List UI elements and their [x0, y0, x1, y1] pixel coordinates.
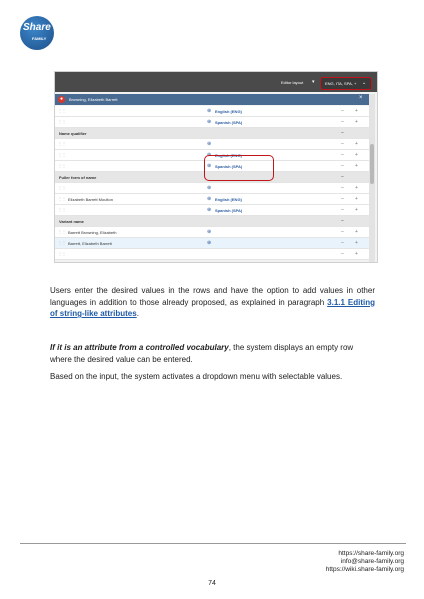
add-row-icon[interactable]: + [355, 196, 358, 202]
table-row[interactable] [55, 139, 369, 150]
add-row-icon[interactable]: + [355, 108, 358, 114]
table-row[interactable] [55, 227, 369, 238]
drag-handle-icon[interactable]: ⋮⋮ [58, 185, 66, 190]
collapse-icon[interactable]: – [341, 174, 344, 180]
remove-row-icon[interactable]: – [341, 240, 344, 246]
drag-handle-icon[interactable]: ⋮⋮ [58, 119, 66, 124]
chevron-down-icon[interactable]: ▾ [312, 79, 315, 85]
add-row-icon[interactable]: + [355, 240, 358, 246]
globe-icon[interactable]: ⊕ [207, 229, 212, 235]
drag-handle-icon[interactable]: ⋮⋮ [58, 251, 66, 256]
row-language[interactable]: English (ENG) [215, 153, 242, 158]
globe-icon[interactable]: ⊕ [207, 108, 212, 114]
scrollbar[interactable] [369, 94, 375, 262]
row-language[interactable]: English (ENG) [215, 197, 242, 202]
row-value[interactable]: Barrett Browning, Elizabeth [68, 230, 117, 235]
paragraph-dropdown: Based on the input, the system activates a dropdown menu with selectable values. [50, 372, 343, 381]
remove-row-icon[interactable]: – [341, 108, 344, 114]
globe-icon[interactable]: ⊕ [207, 240, 212, 246]
drag-handle-icon[interactable]: ⋮⋮ [58, 240, 66, 245]
globe-icon[interactable]: ⊕ [207, 207, 212, 213]
highlight-ring [204, 155, 274, 181]
paragraph-cv-text: , the system displays an empty row where the desired value can be entered. [50, 343, 354, 364]
emphasis-text: If it is an attribute from a controlled vocabulary [50, 343, 229, 352]
remove-row-icon[interactable]: – [341, 163, 344, 169]
row-language[interactable]: English (ENG) [215, 109, 242, 114]
logo-subtext: FAMILY [32, 36, 47, 41]
remove-row-icon[interactable]: – [341, 185, 344, 191]
section-link[interactable]: 3.1.1 Editing of string-like attributes [50, 297, 375, 318]
row-language[interactable]: Spanish (SPA) [215, 208, 243, 213]
section-label: Fuller form of name [59, 175, 97, 180]
table-row[interactable] [55, 249, 369, 260]
drag-handle-icon[interactable]: ⋮⋮ [58, 108, 66, 113]
scrollbar-thumb[interactable] [370, 144, 374, 184]
table-row[interactable] [55, 205, 369, 216]
globe-icon[interactable]: ⊕ [207, 163, 212, 169]
language-selector[interactable] [320, 77, 372, 90]
paragraph-intro-end: . [136, 309, 139, 318]
table-row[interactable] [55, 238, 369, 249]
section-label: Variant name [59, 219, 84, 224]
record-icon: ● [59, 96, 64, 102]
drag-handle-icon[interactable]: ⋮⋮ [58, 163, 66, 168]
share-family-logo [20, 16, 54, 50]
paragraph-intro [50, 285, 375, 320]
globe-icon[interactable]: ⊕ [207, 141, 212, 147]
drag-handle-icon[interactable]: ⋮⋮ [58, 152, 66, 157]
row-language[interactable]: Spanish (SPA) [215, 120, 243, 125]
add-row-icon[interactable]: + [355, 185, 358, 191]
close-icon[interactable]: × [359, 95, 363, 101]
table-row[interactable] [55, 117, 369, 128]
collapse-icon[interactable]: – [341, 218, 344, 224]
drag-handle-icon[interactable]: ⋮⋮ [58, 229, 66, 234]
add-row-icon[interactable]: + [355, 229, 358, 235]
drag-handle-icon[interactable]: ⋮⋮ [58, 141, 66, 146]
attribute-grid [55, 106, 369, 260]
section-label: Name qualifier [59, 131, 87, 136]
section-header [55, 128, 369, 139]
remove-row-icon[interactable]: – [341, 152, 344, 158]
drag-handle-icon[interactable]: ⋮⋮ [58, 196, 66, 201]
add-row-icon[interactable]: + [355, 207, 358, 213]
remove-row-icon[interactable]: – [341, 229, 344, 235]
editor-top-bar [55, 72, 377, 92]
record-title: Browning, Elizabeth Barrett [69, 97, 118, 102]
add-row-icon[interactable]: + [355, 152, 358, 158]
footer-wiki[interactable]: https://wiki.share-family.org [325, 566, 404, 573]
globe-icon[interactable]: ⊕ [207, 196, 212, 202]
remove-row-icon[interactable]: – [341, 207, 344, 213]
section-header [55, 216, 369, 227]
table-row[interactable] [55, 194, 369, 205]
remove-row-icon[interactable]: – [341, 119, 344, 125]
add-row-icon[interactable]: + [355, 163, 358, 169]
globe-icon[interactable]: ⊕ [207, 185, 212, 191]
remove-row-icon[interactable]: – [341, 141, 344, 147]
globe-icon[interactable]: ⊕ [207, 152, 212, 158]
logo-text: Share [23, 22, 51, 33]
record-header [55, 94, 369, 105]
row-language[interactable]: Spanish (SPA) [215, 164, 243, 169]
chevron-down-icon: ⌄ [362, 79, 367, 86]
add-row-icon[interactable]: + [355, 141, 358, 147]
editor-screenshot [54, 71, 378, 263]
editor-layout-label[interactable]: Editor layout [281, 80, 304, 85]
add-row-icon[interactable]: + [355, 119, 358, 125]
table-row[interactable] [55, 106, 369, 117]
table-row[interactable] [55, 183, 369, 194]
footer-url[interactable]: https://share-family.org [338, 550, 404, 557]
remove-row-icon[interactable]: – [341, 251, 344, 257]
language-selector-value: ENG, ITA, SPA, + [325, 81, 357, 86]
remove-row-icon[interactable]: – [341, 196, 344, 202]
paragraph-intro-text: Users enter the desired values in the rows and have the option to add values in other languages in addition to those already proposed, as explained in paragraph [50, 286, 375, 307]
collapse-icon[interactable]: – [341, 130, 344, 136]
add-row-icon[interactable]: + [355, 251, 358, 257]
drag-handle-icon[interactable]: ⋮⋮ [58, 207, 66, 212]
paragraph-controlled-vocabulary [50, 342, 375, 365]
globe-icon[interactable]: ⊕ [207, 119, 212, 125]
footer-email[interactable]: info@share-family.org [340, 558, 404, 565]
row-value[interactable]: Elizabeth Barrett Moulton [68, 197, 113, 202]
row-value[interactable]: Barrett, Elizabeth Barrett [68, 241, 112, 246]
footer-divider [20, 543, 406, 544]
page-number: 74 [208, 580, 216, 587]
